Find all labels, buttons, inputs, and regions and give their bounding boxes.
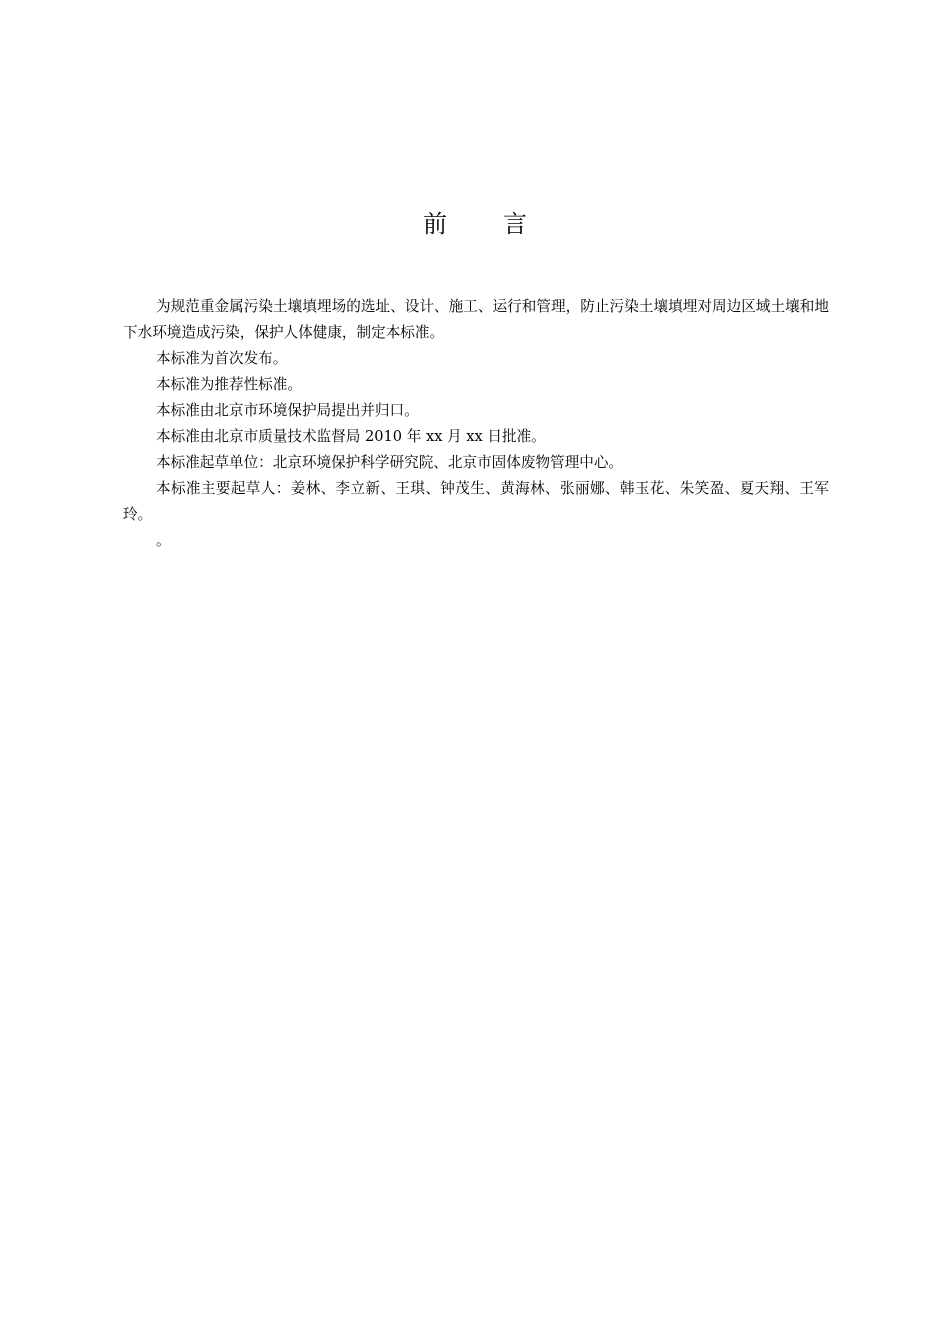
foreword-paragraph-approval: 本标准由北京市质量技术监督局 2010 年 xx 月 xx 日批准。: [156, 428, 546, 445]
foreword-paragraph-proposer: 本标准由北京市环境保护局提出并归口。: [156, 402, 419, 419]
foreword-paragraph-purpose: 为规范重金属污染土壤填埋场的选址、设计、施工、运行和管理，防止污染土壤填埋对周边区域土壤和地下水环境造成污染，保护人体健康，制定本标准。: [123, 298, 829, 341]
foreword-paragraph-first-release: 本标准为首次发布。: [156, 350, 288, 367]
foreword-paragraph-recommended: 本标准为推荐性标准。: [156, 376, 302, 393]
foreword-paragraph-drafters: 本标准主要起草人：姜林、李立新、王琪、钟茂生、黄海林、张丽娜、韩玉花、朱笑盈、夏天翔、王军玲。: [123, 480, 829, 523]
foreword-body: [123, 294, 829, 554]
page-title-char-1: 前: [423, 210, 447, 238]
page-title: [0, 206, 950, 242]
foreword-paragraph-drafting-units: 本标准起草单位：北京环境保护科学研究院、北京市固体废物管理中心。: [156, 454, 624, 471]
page-title-char-2: 言: [503, 210, 527, 238]
foreword-paragraph-trailing-mark: 。: [156, 532, 171, 549]
